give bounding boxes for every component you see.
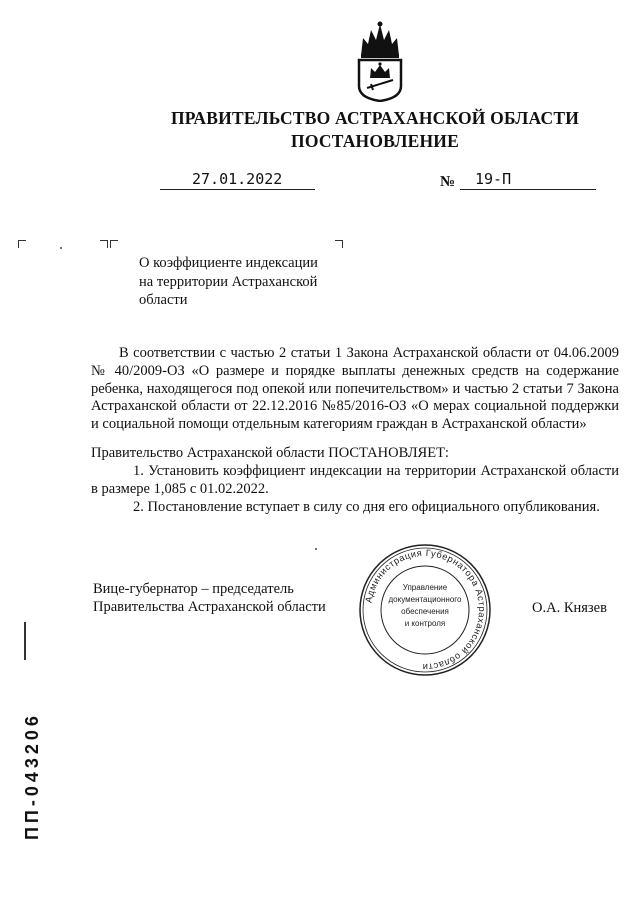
resolves-line: Правительство Астраханской области ПОСТАНОВЛЯЕТ:: [91, 445, 449, 461]
stamp-center-line: и контроля: [404, 619, 446, 628]
clause-1: 1. Установить коэффициент индексации на территории Астраханской области в размере 1,085 с 01.02.2022.: [91, 463, 619, 497]
signatory-name: О.А. Князев: [532, 600, 607, 616]
stamp-ring-text: Администрация Губернатора Астраханской области: [363, 547, 488, 673]
subject-line: на территории Астраханской: [139, 273, 318, 290]
stamp-center-line: обеспечения: [401, 607, 449, 616]
organization-title: ПРАВИТЕЛЬСТВО АСТРАХАНСКОЙ ОБЛАСТИ: [170, 108, 580, 128]
corner-mark-mid-b: [110, 240, 118, 248]
official-stamp: [357, 542, 493, 678]
document-type: ПОСТАНОВЛЕНИЕ: [291, 131, 459, 151]
number-underline: [460, 189, 596, 190]
stamp-center-line: Управление: [402, 583, 448, 592]
date-underline: [160, 189, 315, 190]
document-number: 19-П: [475, 170, 512, 188]
corner-mark-right: [335, 240, 343, 248]
mark-dot: [315, 548, 317, 550]
stamp-center-line: документационного: [388, 595, 462, 604]
form-serial-code: ПП-043206: [22, 712, 42, 840]
signatory-title-line: Правительства Астраханской области: [93, 599, 326, 615]
signatory-title-line: Вице-губернатор – председатель: [93, 581, 294, 597]
signatory-title: [93, 580, 326, 616]
preamble-paragraph: В соответствии с частью 2 статьи 1 Закона Астраханской области от 04.06.2009 № 40/2009-ОЗ «О размере и порядке выплаты денежных средств на содержание ребенка, находящегося под опекой или попечительством» и частью 2 статьи 7 Закона Астраханской области от 22.12.2016 №85/2016-ОЗ «О мерах социальной поддержки и социальной помощи отдельным категориям граждан в Астраханской области»: [91, 345, 619, 433]
corner-mark-left: [18, 240, 26, 248]
document-subject: [139, 254, 349, 310]
number-sign: №: [440, 174, 456, 190]
subject-line: области: [139, 292, 188, 308]
subject-line: О коэффициенте индексации: [139, 255, 318, 271]
margin-bar: [24, 622, 26, 660]
corner-mark-mid-a: [100, 240, 108, 248]
clause-2: 2. Постановление вступает в силу со дня его официального опубликования.: [133, 499, 600, 515]
coat-of-arms-emblem: [355, 20, 405, 102]
document-date: 27.01.2022: [192, 170, 283, 188]
mark-dot: [60, 247, 62, 249]
